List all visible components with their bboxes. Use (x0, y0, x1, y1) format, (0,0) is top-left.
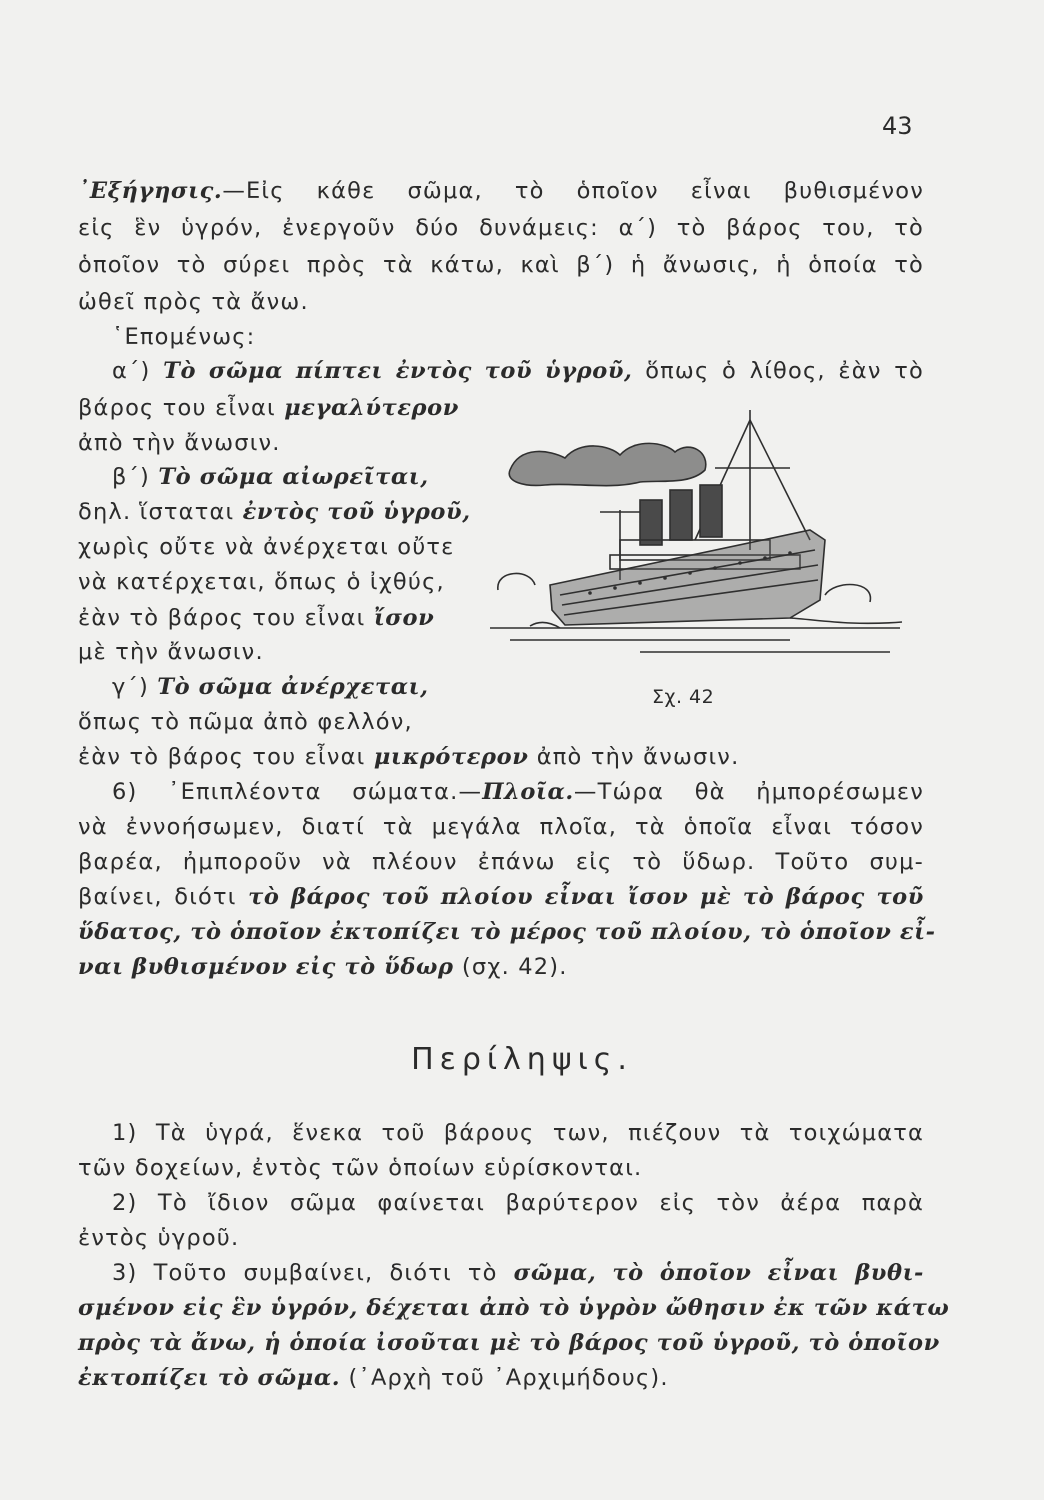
floating-line-4: βαίνει, διότι τὸ βάρος τοῦ πλοίου εἶναι ἴσον μὲ τὸ βάρος τοῦ (78, 884, 925, 910)
explanation-lead: ᾿Εξήγησις. (78, 178, 223, 204)
case-c-line-3: ἐὰν τὸ βάρος του εἶναι μικρότερον ἀπὸ τὴν ἄνωσιν. (78, 744, 740, 770)
floating-line-3: βαρέα, ἠμποροῦν νὰ πλέουν ἐπάνω εἰς τὸ ὕδωρ. Τοῦτο συμ- (78, 849, 924, 875)
case-b-line-6: μὲ τὴν ἄνωσιν. (78, 639, 264, 665)
summary-item-3-line-2: σμένον εἰς ἓν ὑγρόν, δέχεται ἀπὸ τὸ ὑγρὸν ὤθησιν ἐκ τῶν κάτω (78, 1295, 950, 1321)
floating-line-5: ὕδατος, τὸ ὁποῖον ἐκτοπίζει τὸ μέρος τοῦ πλοίου, τὸ ὁποῖον εἶ- (78, 919, 936, 945)
case-a-line-3: ἀπὸ τὴν ἄνωσιν. (78, 430, 281, 456)
case-c-line-2: ὅπως τὸ πῶμα ἀπὸ φελλόν, (78, 709, 413, 735)
figure-caption: Σχ. 42 (652, 686, 715, 708)
steamship-illustration (490, 390, 910, 665)
case-a-line-1: α΄) Τὸ σῶμα πίπτει ἐντὸς τοῦ ὑγροῦ, ὅπως ὁ λίθος, ἐὰν τὸ (112, 358, 924, 384)
summary-item-3-line-3: πρὸς τὰ ἄνω, ἡ ὁποία ἰσοῦται μὲ τὸ βάρος τοῦ ὑγροῦ, τὸ ὁποῖον (78, 1330, 940, 1356)
page-number: 43 (882, 112, 913, 140)
floating-title: ᾿Επιπλέοντα σώματα. (168, 779, 459, 805)
explanation-line-2: εἰς ἓν ὑγρόν, ἐνεργοῦν δύο δυνάμεις: α΄) τὸ βάρος του, τὸ (78, 215, 924, 241)
case-c-line-1: γ΄) Τὸ σῶμα ἀνέρχεται, (112, 674, 429, 700)
summary-item-2-line-2: ἐντὸς ὑγροῦ. (78, 1225, 240, 1251)
explanation-line-4: ὠθεῖ πρὸς τὰ ἄνω. (78, 289, 309, 315)
floating-line-6: ναι βυθισμένον εἰς τὸ ὕδωρ (σχ. 42). (78, 954, 568, 980)
floating-line-1: 6) ᾿Επιπλέοντα σώματα.—Πλοῖα.—Τώρα θὰ ἠμπορέσωμεν (112, 779, 924, 805)
summary-item-2-line-1: 2) Τὸ ἴδιον σῶμα φαίνεται βαρύτερον εἰς τὸν ἀέρα παρὰ (112, 1190, 924, 1216)
case-b-line-1: β΄) Τὸ σῶμα αἰωρεῖται, (112, 464, 429, 490)
summary-item-1-line-2: τῶν δοχείων, ἐντὸς τῶν ὁποίων εὑρίσκονται. (78, 1155, 643, 1181)
summary-item-1-line-1: 1) Τὰ ὑγρά, ἕνεκα τοῦ βάρους των, πιέζουν τὰ τοιχώματα (112, 1120, 924, 1146)
case-b-line-2: δηλ. ἵσταται ἐντὸς τοῦ ὑγροῦ, (78, 499, 471, 525)
explanation-line-3: ὁποῖον τὸ σύρει πρὸς τὰ κάτω, καὶ β΄) ἡ ἄνωσις, ἡ ὁποία τὸ (78, 252, 924, 278)
case-b-line-5: ἐὰν τὸ βάρος του εἶναι ἴσον (78, 605, 435, 631)
explanation-line-5: ῾Επομένως: (112, 324, 256, 350)
summary-item-3-line-4: ἐκτοπίζει τὸ σῶμα. (᾿Αρχὴ τοῦ ᾿Αρχιμήδους). (78, 1365, 669, 1391)
explanation-line-1: ᾿Εξήγησις.—Εἰς κάθε σῶμα, τὸ ὁποῖον εἶναι βυθισμένον (78, 178, 924, 204)
case-b-line-4: νὰ κατέρχεται, ὅπως ὁ ἰχθύς, (78, 569, 445, 595)
case-a-line-2: βάρος του εἶναι μεγαλύτερον (78, 395, 459, 421)
floating-line-2: νὰ ἐννοήσωμεν, διατί τὰ μεγάλα πλοῖα, τὰ ὁποῖα εἶναι τόσον (78, 814, 924, 840)
summary-item-3-line-1: 3) Τοῦτο συμβαίνει, διότι τὸ σῶμα, τὸ ὁποῖον εἶναι βυθι- (112, 1260, 924, 1286)
case-b-line-3: χωρὶς οὔτε νὰ ἀνέρχεται οὔτε (78, 534, 455, 560)
summary-heading: Περίληψις. (411, 1042, 633, 1077)
